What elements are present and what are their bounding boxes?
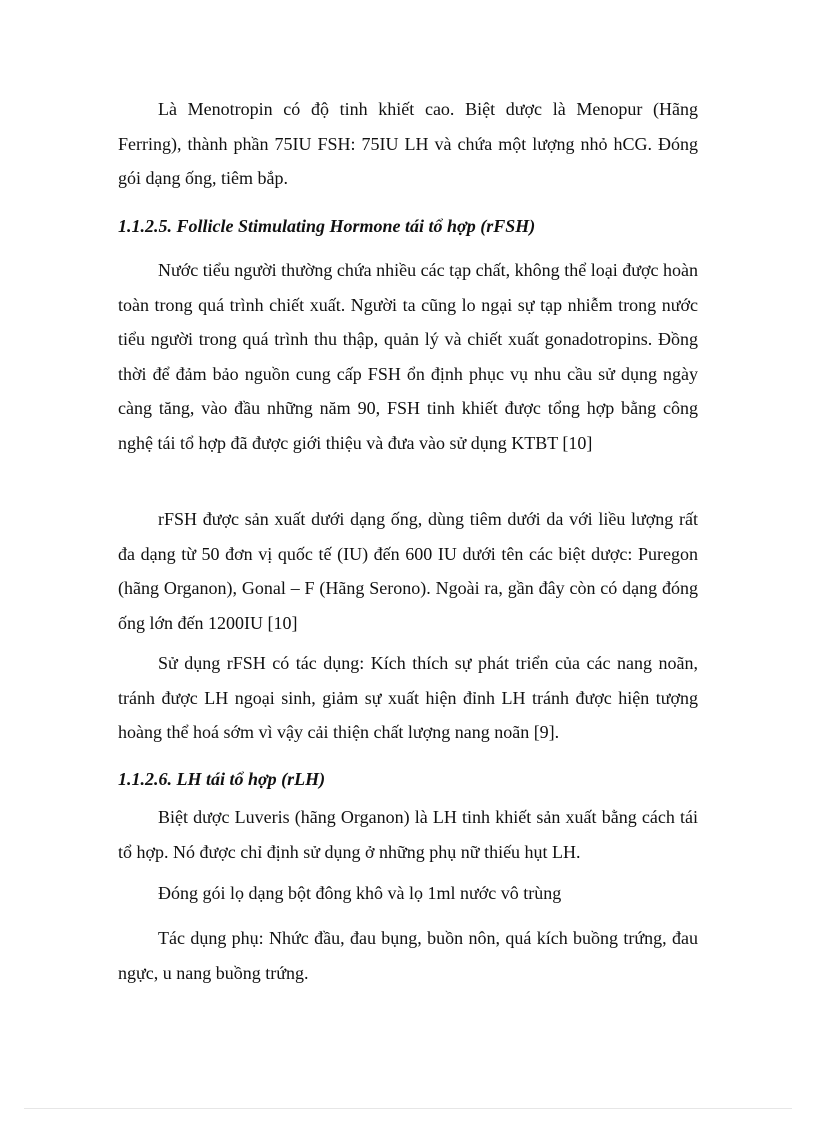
paragraph-text: rFSH được sản xuất dưới dạng ống, dùng tiêm dưới da với liều lượng rất đa dạng từ 50 đơn vị quốc tế (IU) đến 600 IU dưới tên các biệt dược: Puregon (hãng Organon), Gonal – F (Hãng Serono). Ngoài ra, gần đây còn có dạng đóng ống lớn đến 1200IU [10] bbox=[118, 509, 698, 633]
paragraph-text: Biệt dược Luveris (hãng Organon) là LH tinh khiết sản xuất bằng cách tái tổ hợp. Nó được chỉ định sử dụng ở những phụ nữ thiếu hụt LH. bbox=[118, 807, 698, 862]
paragraph-text: Tác dụng phụ: Nhức đầu, đau bụng, buồn nôn, quá kích buồng trứng, đau ngực, u nang buồng trứng. bbox=[118, 928, 698, 983]
paragraph-text: Sử dụng rFSH có tác dụng: Kích thích sự phát triển của các nang noãn, tránh được LH ngoại sinh, giảm sự xuất hiện đỉnh LH tránh được hiện tượng hoàng thể hoá sớm vì vậy cải thiện chất lượng nang noãn [9]. bbox=[118, 653, 698, 742]
section-heading: 1.1.2.6. LH tái tổ hợp (rLH) bbox=[118, 769, 326, 789]
paragraph-packaging bbox=[118, 876, 698, 911]
paragraph-text: Là Menotropin có độ tinh khiết cao. Biệt dược là Menopur (Hãng Ferring), thành phần 75IU FSH: 75IU LH và chứa một lượng nhỏ hCG. Đóng gói dạng ống, tiêm bắp. bbox=[118, 99, 698, 188]
paragraph-menotropin bbox=[118, 92, 698, 196]
heading-rlh bbox=[118, 762, 698, 796]
paragraph-rfsh-effects bbox=[118, 646, 698, 750]
paragraph-side-effects bbox=[118, 921, 698, 990]
paragraph-text: Nước tiểu người thường chứa nhiều các tạp chất, không thể loại được hoàn toàn trong quá trình chiết xuất. Người ta cũng lo ngại sự tạp nhiễm trong nước tiểu người trong quá trình thu thập, quản lý và chiết xuất gonadotropins. Đồng thời để đảm bảo nguồn cung cấp FSH ổn định phục vụ nhu cầu sử dụng ngày càng tăng, vào đầu những năm 90, FSH tinh khiết được tổng hợp bằng công nghệ tái tổ hợp đã được giới thiệu và đưa vào sử dụng KTBT [10] bbox=[118, 260, 698, 453]
page-bottom-divider bbox=[24, 1108, 792, 1109]
section-heading: 1.1.2.5. Follicle Stimulating Hormone tái tổ hợp (rFSH) bbox=[118, 216, 536, 236]
paragraph-text: Đóng gói lọ dạng bột đông khô và lọ 1ml nước vô trùng bbox=[158, 883, 562, 903]
paragraph-rfsh-production bbox=[118, 502, 698, 640]
paragraph-urine-impurities bbox=[118, 253, 698, 460]
heading-rfsh bbox=[118, 209, 698, 243]
paragraph-luveris bbox=[118, 800, 698, 869]
